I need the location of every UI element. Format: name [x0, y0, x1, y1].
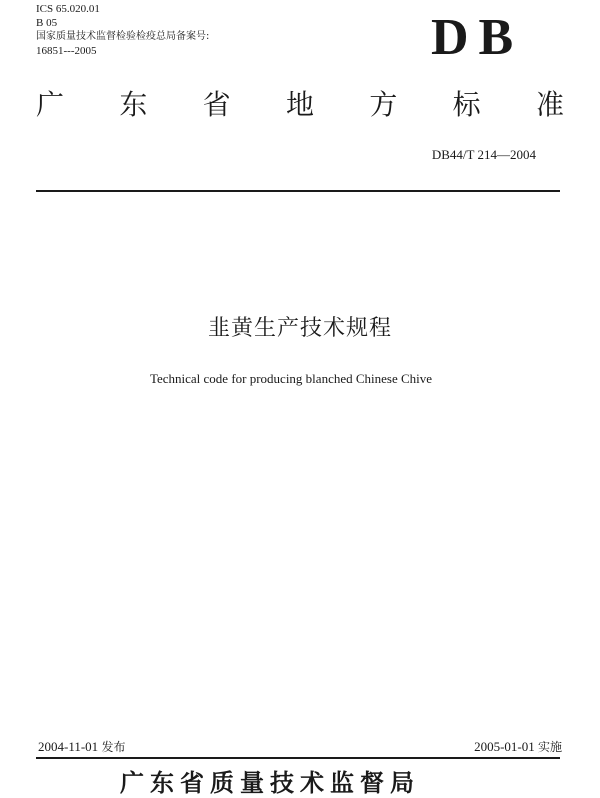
standard-type-char: 东	[119, 88, 148, 121]
db-mark: DB	[431, 9, 524, 66]
top-divider	[36, 190, 560, 192]
filing-number: 16851---2005	[36, 45, 97, 57]
standard-type-char: 标	[452, 88, 481, 121]
standard-type-char: 准	[535, 88, 564, 121]
ics-code: ICS 65.020.01	[36, 3, 100, 15]
issuing-authority: 广东省质量技术监督局	[120, 769, 420, 797]
issue-date-line	[38, 738, 125, 755]
document-title-cn: 韭黄生产技术规程	[207, 316, 392, 341]
effective-date: 2005-01-01	[474, 739, 535, 754]
standard-type-char: 省	[202, 88, 231, 121]
effective-label: 实施	[537, 740, 562, 754]
standard-type-title	[36, 88, 564, 122]
metadata-block	[36, 2, 209, 58]
effective-date-line	[474, 738, 562, 755]
issue-date: 2004-11-01	[38, 739, 99, 754]
bottom-divider	[36, 757, 560, 759]
issue-label: 发布	[101, 740, 126, 754]
standard-code: DB44/T 214—2004	[431, 147, 536, 162]
filing-label: 国家质量技术监督检验检疫总局备案号:	[36, 31, 210, 42]
standard-type-char: 地	[285, 88, 314, 121]
standard-type-char: 方	[369, 88, 398, 121]
category-code: B 05	[36, 17, 58, 29]
standard-type-char: 广	[36, 88, 65, 121]
document-title-en: Technical code for producing blanched Chinese Chive	[149, 371, 433, 386]
